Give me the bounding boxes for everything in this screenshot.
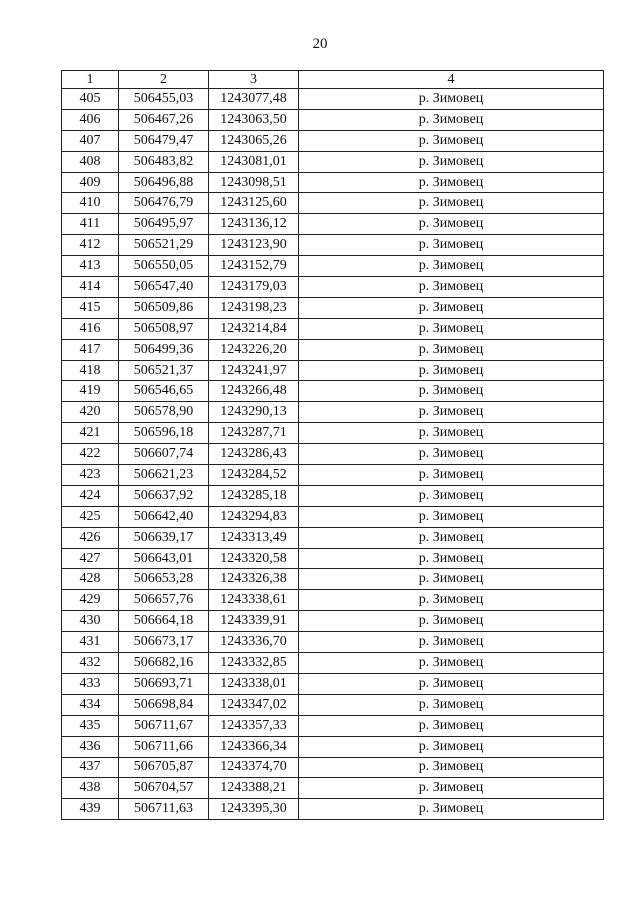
- y-coordinate-cell: 1243198,23: [209, 297, 299, 318]
- description-cell: р. Зимовец: [299, 193, 604, 214]
- description-cell: р. Зимовец: [299, 736, 604, 757]
- x-coordinate-cell: 506499,36: [119, 339, 209, 360]
- table-row: [62, 89, 604, 110]
- description-cell: р. Зимовец: [299, 611, 604, 632]
- point-number-cell: 433: [62, 673, 119, 694]
- point-number-cell: 410: [62, 193, 119, 214]
- y-coordinate-cell: 1243339,91: [209, 611, 299, 632]
- table-row: [62, 590, 604, 611]
- point-number-cell: 418: [62, 360, 119, 381]
- point-number-cell: 407: [62, 130, 119, 151]
- description-cell: р. Зимовец: [299, 799, 604, 820]
- y-coordinate-cell: 1243320,58: [209, 548, 299, 569]
- description-cell: р. Зимовец: [299, 151, 604, 172]
- table-row: [62, 715, 604, 736]
- table-row: [62, 444, 604, 465]
- description-cell: р. Зимовец: [299, 444, 604, 465]
- point-number-cell: 412: [62, 235, 119, 256]
- x-coordinate-cell: 506479,47: [119, 130, 209, 151]
- table-row: [62, 423, 604, 444]
- x-coordinate-cell: 506673,17: [119, 632, 209, 653]
- point-number-cell: 435: [62, 715, 119, 736]
- y-coordinate-cell: 1243388,21: [209, 778, 299, 799]
- x-coordinate-cell: 506657,76: [119, 590, 209, 611]
- description-cell: р. Зимовец: [299, 381, 604, 402]
- y-coordinate-cell: 1243326,38: [209, 569, 299, 590]
- table-row: [62, 611, 604, 632]
- column-header-2: 2: [119, 71, 209, 89]
- y-coordinate-cell: 1243285,18: [209, 485, 299, 506]
- table-row: [62, 381, 604, 402]
- y-coordinate-cell: 1243063,50: [209, 109, 299, 130]
- description-cell: р. Зимовец: [299, 277, 604, 298]
- point-number-cell: 439: [62, 799, 119, 820]
- table-row: [62, 297, 604, 318]
- description-cell: р. Зимовец: [299, 506, 604, 527]
- description-cell: р. Зимовец: [299, 465, 604, 486]
- table-header: [62, 71, 604, 89]
- point-number-cell: 434: [62, 694, 119, 715]
- x-coordinate-cell: 506643,01: [119, 548, 209, 569]
- description-cell: р. Зимовец: [299, 360, 604, 381]
- x-coordinate-cell: 506496,88: [119, 172, 209, 193]
- y-coordinate-cell: 1243214,84: [209, 318, 299, 339]
- point-number-cell: 409: [62, 172, 119, 193]
- point-number-cell: 428: [62, 569, 119, 590]
- point-number-cell: 415: [62, 297, 119, 318]
- x-coordinate-cell: 506711,63: [119, 799, 209, 820]
- point-number-cell: 429: [62, 590, 119, 611]
- table-row: [62, 465, 604, 486]
- table-row: [62, 235, 604, 256]
- table-row: [62, 653, 604, 674]
- x-coordinate-cell: 506621,23: [119, 465, 209, 486]
- coordinates-table: [61, 70, 604, 820]
- y-coordinate-cell: 1243179,03: [209, 277, 299, 298]
- y-coordinate-cell: 1243065,26: [209, 130, 299, 151]
- table-row: [62, 757, 604, 778]
- point-number-cell: 425: [62, 506, 119, 527]
- description-cell: р. Зимовец: [299, 339, 604, 360]
- y-coordinate-cell: 1243123,90: [209, 235, 299, 256]
- x-coordinate-cell: 506547,40: [119, 277, 209, 298]
- description-cell: р. Зимовец: [299, 653, 604, 674]
- description-cell: р. Зимовец: [299, 548, 604, 569]
- point-number-cell: 431: [62, 632, 119, 653]
- table-row: [62, 193, 604, 214]
- x-coordinate-cell: 506664,18: [119, 611, 209, 632]
- description-cell: р. Зимовец: [299, 172, 604, 193]
- x-coordinate-cell: 506693,71: [119, 673, 209, 694]
- x-coordinate-cell: 506698,84: [119, 694, 209, 715]
- point-number-cell: 413: [62, 256, 119, 277]
- table-row: [62, 172, 604, 193]
- point-number-cell: 408: [62, 151, 119, 172]
- description-cell: р. Зимовец: [299, 778, 604, 799]
- table-row: [62, 569, 604, 590]
- description-cell: р. Зимовец: [299, 485, 604, 506]
- point-number-cell: 437: [62, 757, 119, 778]
- table-row: [62, 778, 604, 799]
- description-cell: р. Зимовец: [299, 130, 604, 151]
- point-number-cell: 420: [62, 402, 119, 423]
- table-row: [62, 214, 604, 235]
- y-coordinate-cell: 1243077,48: [209, 89, 299, 110]
- table-row: [62, 694, 604, 715]
- y-coordinate-cell: 1243226,20: [209, 339, 299, 360]
- y-coordinate-cell: 1243266,48: [209, 381, 299, 402]
- point-number-cell: 430: [62, 611, 119, 632]
- table-row: [62, 109, 604, 130]
- description-cell: р. Зимовец: [299, 423, 604, 444]
- point-number-cell: 423: [62, 465, 119, 486]
- description-cell: р. Зимовец: [299, 527, 604, 548]
- description-cell: р. Зимовец: [299, 318, 604, 339]
- description-cell: р. Зимовец: [299, 402, 604, 423]
- description-cell: р. Зимовец: [299, 694, 604, 715]
- point-number-cell: 421: [62, 423, 119, 444]
- table-row: [62, 151, 604, 172]
- column-header-1: 1: [62, 71, 119, 89]
- table-body: [62, 89, 604, 820]
- x-coordinate-cell: 506596,18: [119, 423, 209, 444]
- y-coordinate-cell: 1243338,01: [209, 673, 299, 694]
- header-row: [62, 71, 604, 89]
- x-coordinate-cell: 506682,16: [119, 653, 209, 674]
- point-number-cell: 411: [62, 214, 119, 235]
- table-row: [62, 736, 604, 757]
- description-cell: р. Зимовец: [299, 89, 604, 110]
- point-number-cell: 419: [62, 381, 119, 402]
- x-coordinate-cell: 506578,90: [119, 402, 209, 423]
- y-coordinate-cell: 1243125,60: [209, 193, 299, 214]
- table-row: [62, 339, 604, 360]
- x-coordinate-cell: 506509,86: [119, 297, 209, 318]
- table-row: [62, 318, 604, 339]
- y-coordinate-cell: 1243290,13: [209, 402, 299, 423]
- y-coordinate-cell: 1243286,43: [209, 444, 299, 465]
- description-cell: р. Зимовец: [299, 256, 604, 277]
- description-cell: р. Зимовец: [299, 109, 604, 130]
- y-coordinate-cell: 1243374,70: [209, 757, 299, 778]
- point-number-cell: 406: [62, 109, 119, 130]
- y-coordinate-cell: 1243287,71: [209, 423, 299, 444]
- x-coordinate-cell: 506639,17: [119, 527, 209, 548]
- description-cell: р. Зимовец: [299, 569, 604, 590]
- description-cell: р. Зимовец: [299, 673, 604, 694]
- x-coordinate-cell: 506508,97: [119, 318, 209, 339]
- y-coordinate-cell: 1243332,85: [209, 653, 299, 674]
- x-coordinate-cell: 506521,29: [119, 235, 209, 256]
- table-row: [62, 485, 604, 506]
- x-coordinate-cell: 506607,74: [119, 444, 209, 465]
- table-row: [62, 632, 604, 653]
- y-coordinate-cell: 1243395,30: [209, 799, 299, 820]
- x-coordinate-cell: 506711,66: [119, 736, 209, 757]
- description-cell: р. Зимовец: [299, 590, 604, 611]
- point-number-cell: 424: [62, 485, 119, 506]
- table-row: [62, 402, 604, 423]
- point-number-cell: 422: [62, 444, 119, 465]
- point-number-cell: 417: [62, 339, 119, 360]
- description-cell: р. Зимовец: [299, 214, 604, 235]
- y-coordinate-cell: 1243338,61: [209, 590, 299, 611]
- table-row: [62, 277, 604, 298]
- table-row: [62, 130, 604, 151]
- y-coordinate-cell: 1243336,70: [209, 632, 299, 653]
- x-coordinate-cell: 506550,05: [119, 256, 209, 277]
- point-number-cell: 436: [62, 736, 119, 757]
- x-coordinate-cell: 506483,82: [119, 151, 209, 172]
- y-coordinate-cell: 1243152,79: [209, 256, 299, 277]
- table-row: [62, 548, 604, 569]
- point-number-cell: 432: [62, 653, 119, 674]
- column-header-3: 3: [209, 71, 299, 89]
- x-coordinate-cell: 506455,03: [119, 89, 209, 110]
- x-coordinate-cell: 506705,87: [119, 757, 209, 778]
- table-row: [62, 799, 604, 820]
- point-number-cell: 427: [62, 548, 119, 569]
- y-coordinate-cell: 1243313,49: [209, 527, 299, 548]
- table-row: [62, 256, 604, 277]
- x-coordinate-cell: 506711,67: [119, 715, 209, 736]
- y-coordinate-cell: 1243347,02: [209, 694, 299, 715]
- x-coordinate-cell: 506495,97: [119, 214, 209, 235]
- x-coordinate-cell: 506637,92: [119, 485, 209, 506]
- x-coordinate-cell: 506642,40: [119, 506, 209, 527]
- y-coordinate-cell: 1243284,52: [209, 465, 299, 486]
- point-number-cell: 438: [62, 778, 119, 799]
- description-cell: р. Зимовец: [299, 632, 604, 653]
- x-coordinate-cell: 506521,37: [119, 360, 209, 381]
- y-coordinate-cell: 1243294,83: [209, 506, 299, 527]
- point-number-cell: 405: [62, 89, 119, 110]
- y-coordinate-cell: 1243081,01: [209, 151, 299, 172]
- point-number-cell: 414: [62, 277, 119, 298]
- description-cell: р. Зимовец: [299, 297, 604, 318]
- description-cell: р. Зимовец: [299, 715, 604, 736]
- y-coordinate-cell: 1243136,12: [209, 214, 299, 235]
- y-coordinate-cell: 1243098,51: [209, 172, 299, 193]
- y-coordinate-cell: 1243241,97: [209, 360, 299, 381]
- x-coordinate-cell: 506704,57: [119, 778, 209, 799]
- x-coordinate-cell: 506476,79: [119, 193, 209, 214]
- page-number: 20: [312, 36, 328, 52]
- x-coordinate-cell: 506546,65: [119, 381, 209, 402]
- point-number-cell: 426: [62, 527, 119, 548]
- table-row: [62, 360, 604, 381]
- column-header-4: 4: [299, 71, 604, 89]
- point-number-cell: 416: [62, 318, 119, 339]
- table-row: [62, 506, 604, 527]
- y-coordinate-cell: 1243357,33: [209, 715, 299, 736]
- x-coordinate-cell: 506653,28: [119, 569, 209, 590]
- description-cell: р. Зимовец: [299, 757, 604, 778]
- y-coordinate-cell: 1243366,34: [209, 736, 299, 757]
- x-coordinate-cell: 506467,26: [119, 109, 209, 130]
- description-cell: р. Зимовец: [299, 235, 604, 256]
- table-row: [62, 527, 604, 548]
- table-row: [62, 673, 604, 694]
